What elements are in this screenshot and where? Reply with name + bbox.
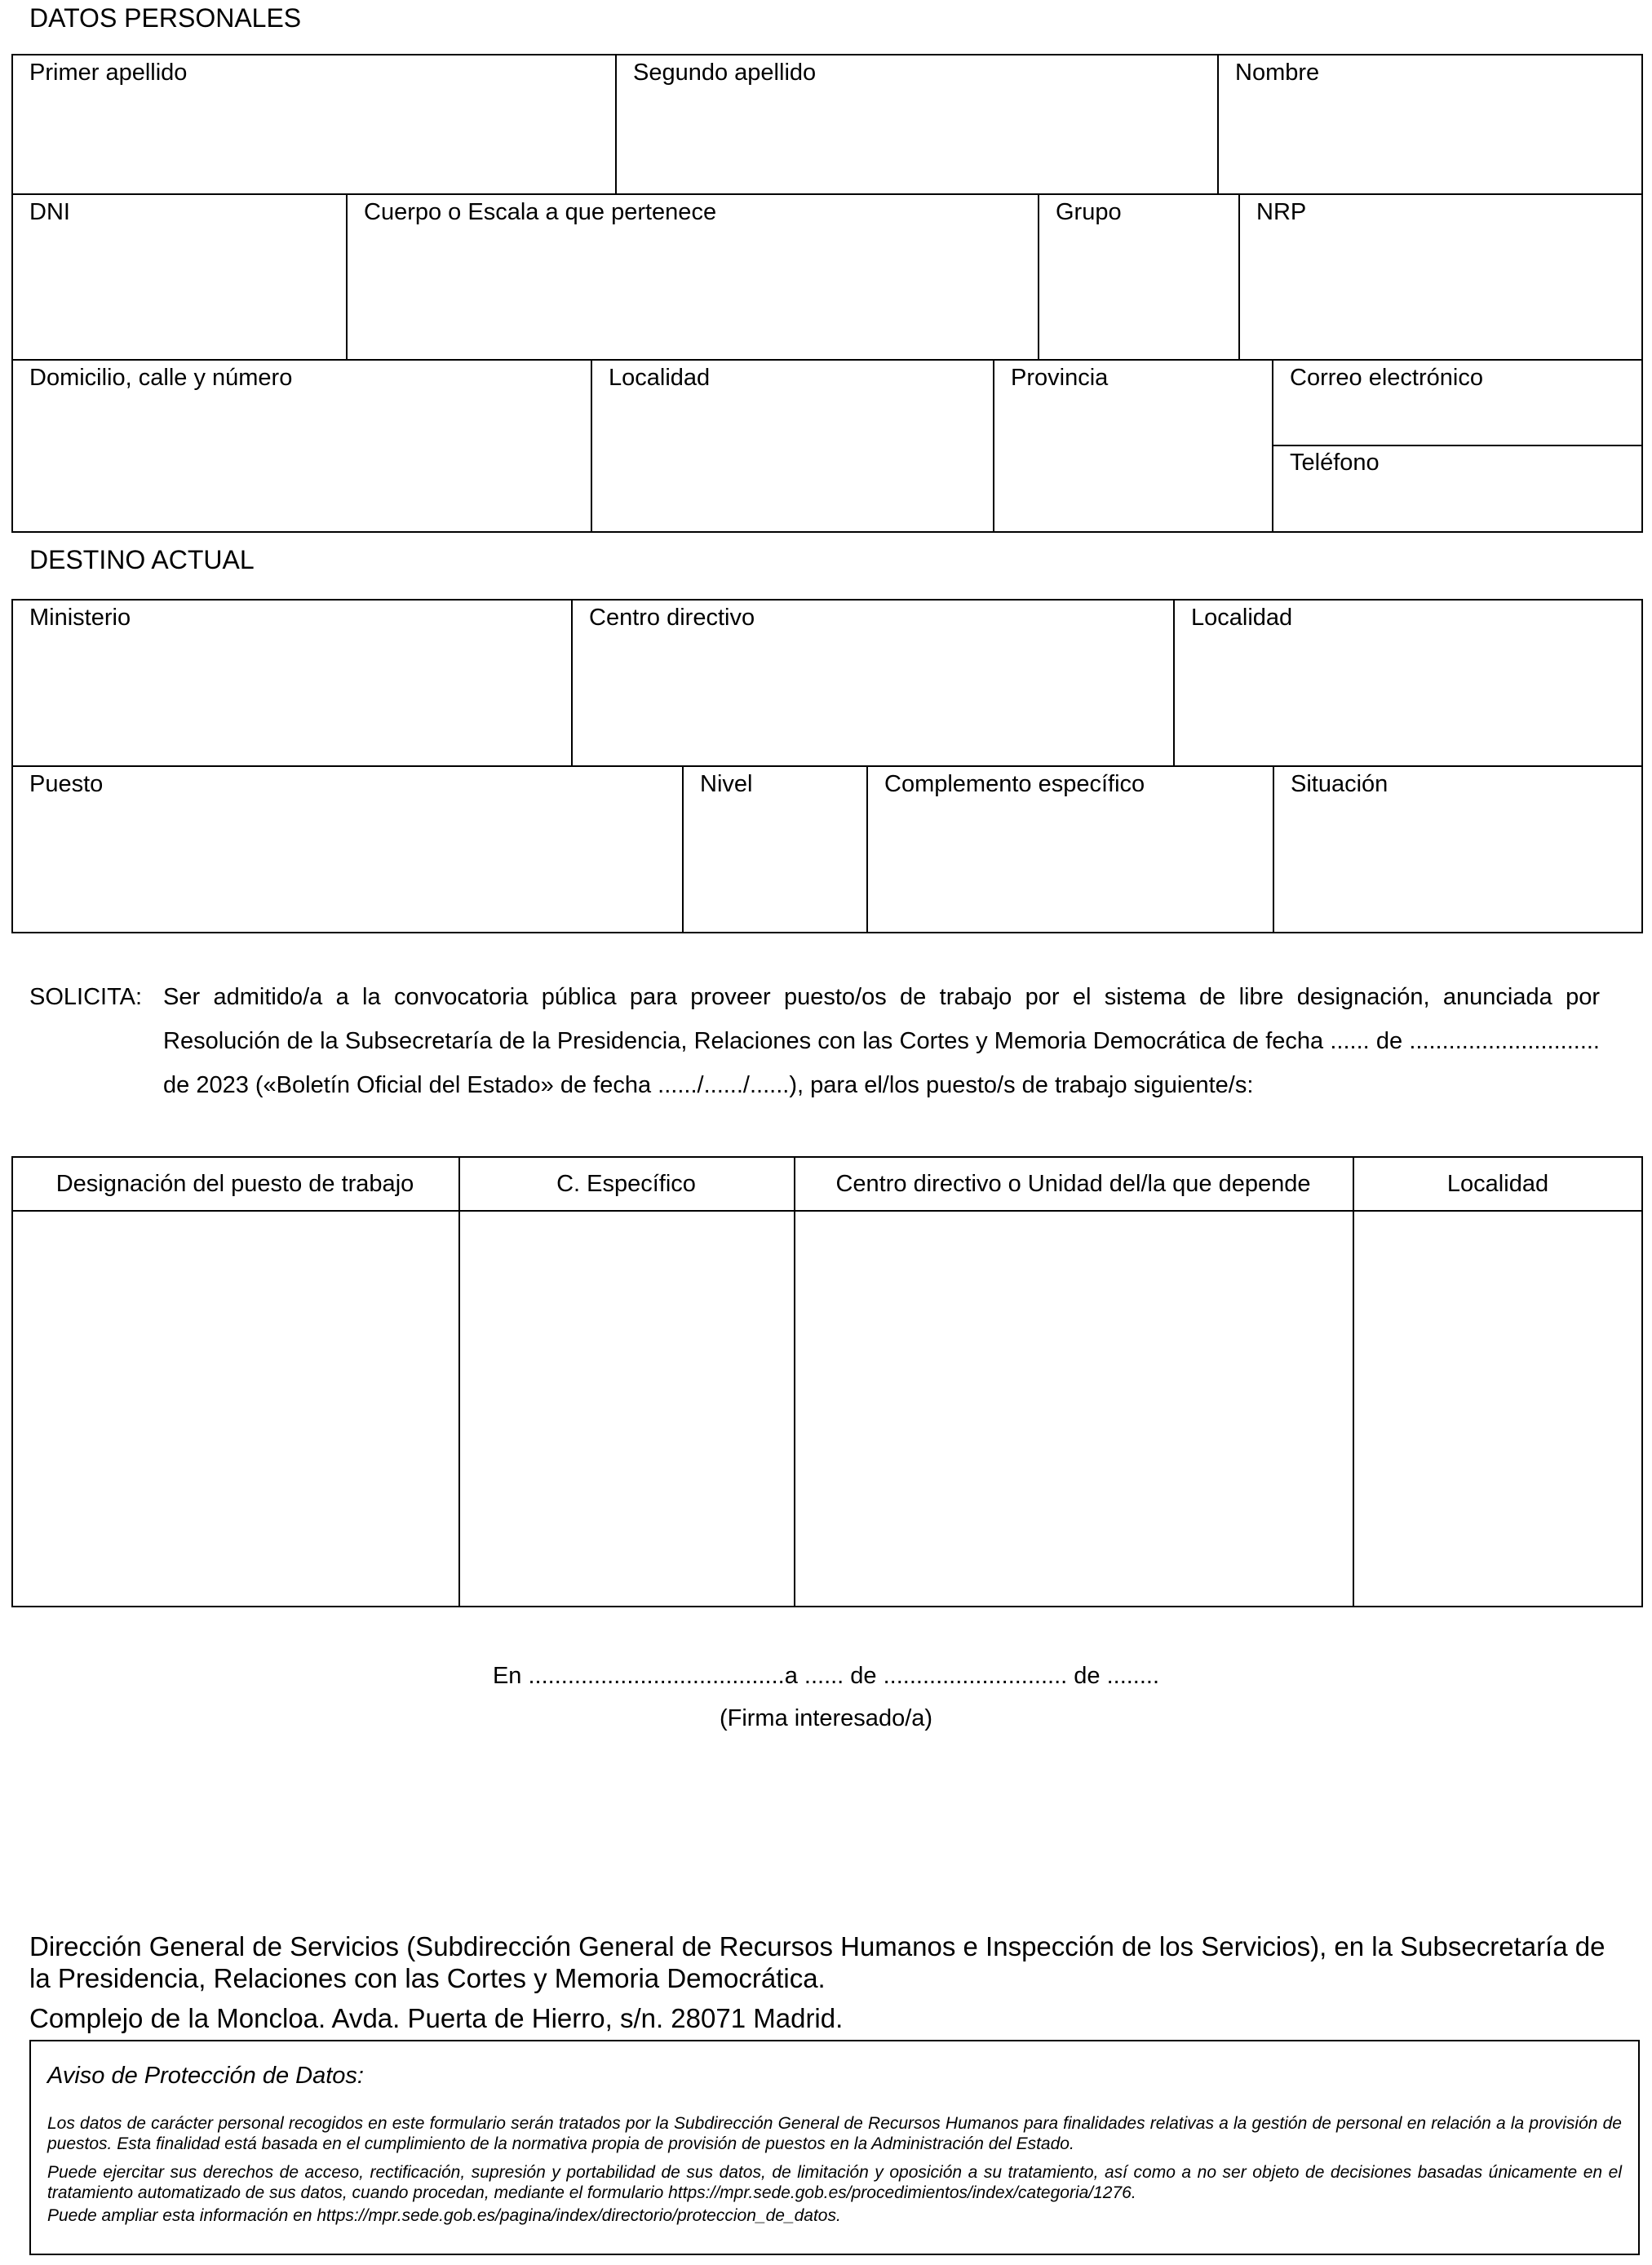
nombre-label: Nombre xyxy=(1235,60,1320,86)
localidad-destino-label: Localidad xyxy=(1191,605,1293,631)
destino-actual-heading: DESTINO ACTUAL xyxy=(29,545,255,574)
puesto-field[interactable] xyxy=(13,767,684,933)
datos-personales-box xyxy=(11,54,1643,533)
ministerio-label: Ministerio xyxy=(29,605,131,631)
table-header-localidad: Localidad xyxy=(1446,1171,1549,1197)
puesto-label: Puesto xyxy=(29,771,104,797)
firma-label: (Firma interesado/a) xyxy=(719,1705,933,1731)
table-cell-especifico[interactable] xyxy=(460,1212,794,1607)
situacion-field[interactable] xyxy=(1274,767,1643,933)
aviso-paragraph-2: Puede ejercitar sus derechos de acceso, rectificación, supresión y portabilidad de sus datos, de limitación y oposición a su tratamiento, así como a no ser objeto de decisiones basadas únicamente en el tratamiento automatizado de sus datos, cuando procedan, mediante el formulario https://mpr.sede.gob.es/procedimientos/index/categoria/1276. xyxy=(47,2163,1622,2202)
datos-personales-heading: DATOS PERSONALES xyxy=(29,3,302,33)
aviso-paragraph-3: Puede ampliar esta información en https://mpr.sede.gob.es/pagina/index/directorio/proteccion_de_datos. xyxy=(47,2206,841,2225)
primer-apellido-label: Primer apellido xyxy=(29,60,188,86)
grupo-field[interactable] xyxy=(1039,195,1240,361)
nrp-label: NRP xyxy=(1256,199,1307,225)
correo-field[interactable] xyxy=(1273,361,1643,445)
domicilio-field[interactable] xyxy=(13,361,592,533)
complemento-label: Complemento específico xyxy=(884,771,1145,797)
table-cell-designacion[interactable] xyxy=(13,1212,458,1607)
provincia-field[interactable] xyxy=(994,361,1273,533)
aviso-title: Aviso de Protección de Datos: xyxy=(47,2063,364,2089)
centro-directivo-field[interactable] xyxy=(573,601,1175,767)
localidad-personal-label: Localidad xyxy=(609,365,711,391)
table-header-especifico: C. Específico xyxy=(556,1171,696,1197)
primer-apellido-field[interactable] xyxy=(13,55,617,195)
destino-actual-box xyxy=(11,599,1643,933)
domicilio-label: Domicilio, calle y número xyxy=(29,365,293,391)
table-header-designacion: Designación del puesto de trabajo xyxy=(55,1171,414,1197)
correo-label: Correo electrónico xyxy=(1290,365,1483,391)
table-header-centro: Centro directivo o Unidad del/la que depende xyxy=(835,1171,1311,1197)
nivel-field[interactable] xyxy=(684,767,868,933)
solicita-label: SOLICITA: xyxy=(29,984,143,1010)
localidad-personal-field[interactable] xyxy=(592,361,994,533)
telefono-field[interactable] xyxy=(1273,445,1643,533)
situacion-label: Situación xyxy=(1291,771,1388,797)
lugar-fecha-line: En .......................................a ...... de ............................ de ........ xyxy=(492,1663,1160,1689)
cuerpo-label: Cuerpo o Escala a que pertenece xyxy=(364,199,717,225)
table-cell-localidad[interactable] xyxy=(1354,1212,1643,1607)
nivel-label: Nivel xyxy=(700,771,753,797)
provincia-label: Provincia xyxy=(1011,365,1109,391)
telefono-label: Teléfono xyxy=(1290,450,1380,476)
table-cell-centro[interactable] xyxy=(795,1212,1353,1607)
complemento-field[interactable] xyxy=(868,767,1274,933)
aviso-proteccion-datos xyxy=(29,2040,1640,2255)
cuerpo-field[interactable] xyxy=(348,195,1039,361)
centro-directivo-label: Centro directivo xyxy=(589,605,755,631)
nombre-field[interactable] xyxy=(1219,55,1643,195)
ministerio-field[interactable] xyxy=(13,601,573,767)
direccion-text: Dirección General de Servicios (Subdirección General de Recursos Humanos e Inspección de los Servicios), en la Subsecretaría de la Presidencia, Relaciones con las Cortes y Memoria Democrática. xyxy=(29,1931,1605,1993)
segundo-apellido-field[interactable] xyxy=(617,55,1219,195)
aviso-paragraph-1: Los datos de carácter personal recogidos en este formulario serán tratados por la Subdirección General de Recursos Humanos para finalidades relativas a la gestión de personal en relación a la provisión de puestos. Esta finalidad está basada en el cumplimiento de la normativa propia de provisión de puestos en la Administración del Estado. xyxy=(47,2114,1622,2153)
grupo-label: Grupo xyxy=(1056,199,1122,225)
segundo-apellido-label: Segundo apellido xyxy=(633,60,817,86)
puestos-table xyxy=(11,1156,1643,1607)
dni-field[interactable] xyxy=(13,195,348,361)
solicita-text: Ser admitido/a a la convocatoria pública para proveer puesto/os de trabajo por el sistema de libre designación, anunciada por Resolución de la Subsecretaría de la Presidencia, Relaciones con las Cortes y Memoria Democrática de fecha ...... de ............................. de 2023 («Boletín Oficial del Estado» de fecha ....../....../......), para el/los puesto/s de trabajo siguiente/s: xyxy=(163,984,1600,1098)
localidad-destino-field[interactable] xyxy=(1175,601,1643,767)
nrp-field[interactable] xyxy=(1240,195,1643,361)
direccion-address: Complejo de la Moncloa. Avda. Puerta de Hierro, s/n. 28071 Madrid. xyxy=(29,2003,844,2033)
dni-label: DNI xyxy=(29,199,70,225)
